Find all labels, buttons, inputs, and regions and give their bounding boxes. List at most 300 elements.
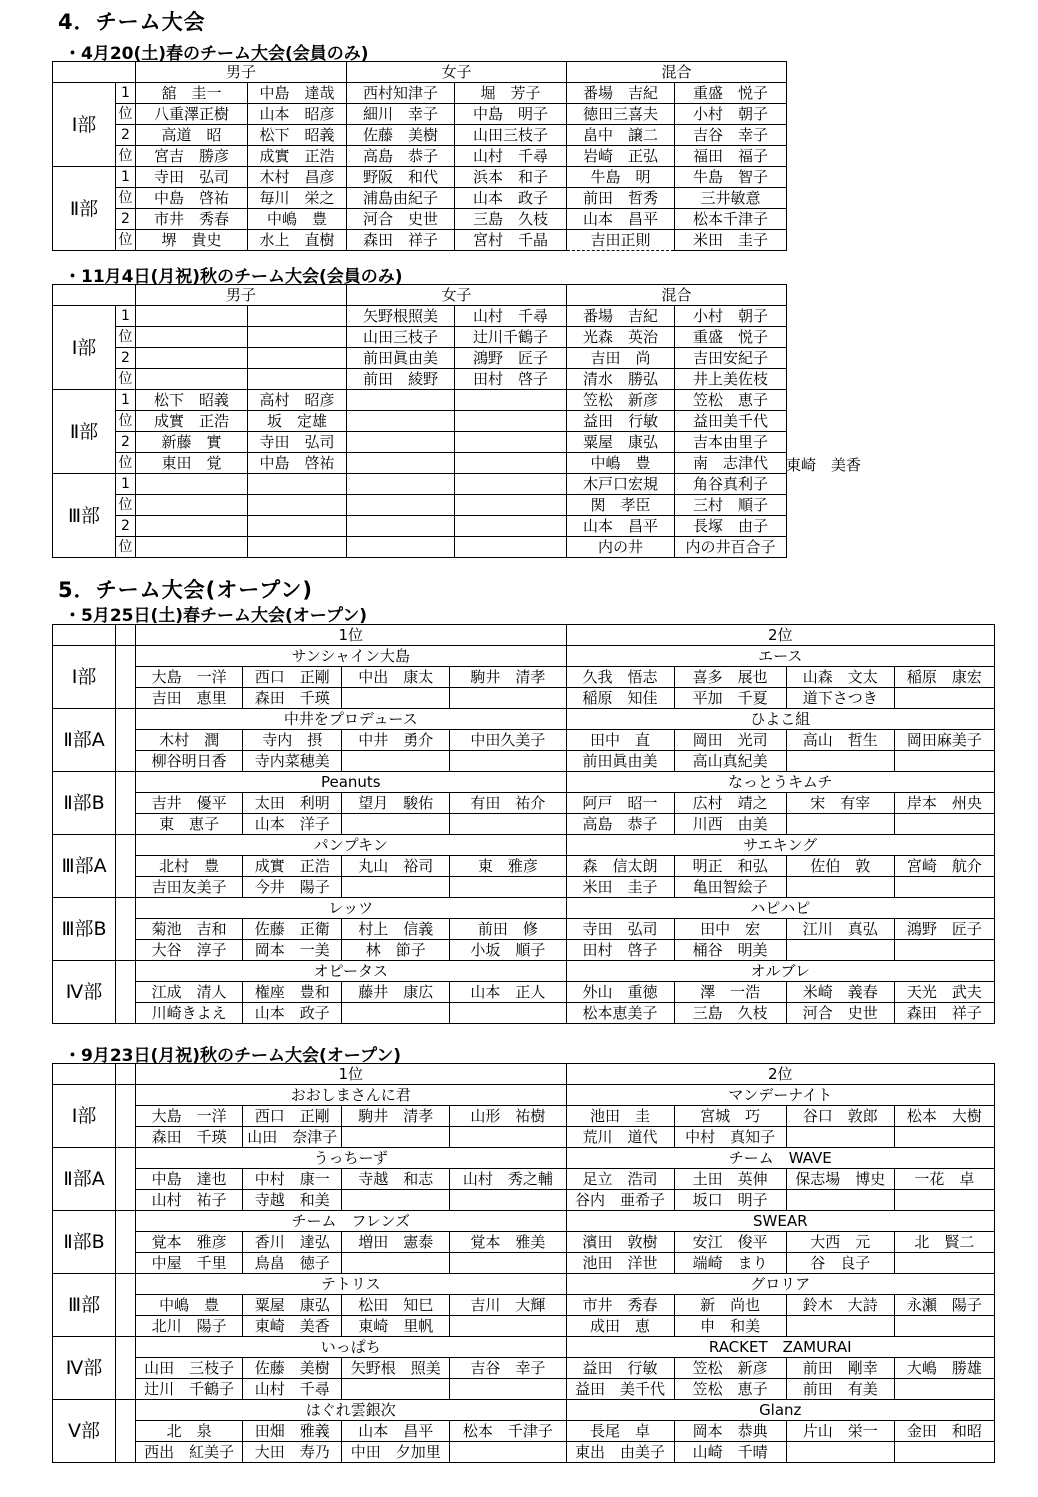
blank-cell: [116, 772, 136, 835]
member-cell: 森 信太朗: [566, 856, 674, 877]
member-row: [53, 982, 995, 1003]
team-name-second: グロリア: [566, 1274, 995, 1295]
member-cell: 村上 信義: [342, 919, 450, 940]
name-cell: 堺 貴史: [136, 230, 248, 251]
name-cell: 岩崎 正弘: [567, 146, 675, 167]
name-cell: 山本 昭彦: [248, 104, 347, 125]
rank-cell: 2: [116, 209, 136, 230]
member-cell: 亀田智絵子: [674, 877, 786, 898]
team-name-second: Glanz: [566, 1400, 995, 1421]
member-cell: 松本 大樹: [894, 1106, 994, 1127]
member-cell: 寺内菜穂美: [243, 751, 342, 772]
name-cell: 前田眞由美: [347, 348, 455, 369]
member-cell: [894, 751, 994, 772]
division-label: Ⅲ部A: [53, 835, 116, 898]
member-cell: 宮城 巧: [674, 1106, 786, 1127]
team-name-first: サンシャイン大島: [136, 646, 566, 667]
member-cell: 大谷 淳子: [136, 940, 243, 961]
member-cell: [894, 1127, 994, 1148]
name-cell: 山田三枝子: [455, 125, 567, 146]
name-cell: [248, 327, 347, 348]
member-cell: 岡本 一美: [243, 940, 342, 961]
member-cell: 矢野根 照美: [342, 1358, 450, 1379]
member-cell: 土田 英伸: [674, 1169, 786, 1190]
member-row: [53, 1358, 995, 1379]
member-cell: 高島 恭子: [566, 814, 674, 835]
member-cell: 喜多 展也: [674, 667, 786, 688]
member-cell: [450, 1127, 566, 1148]
member-cell: [786, 1442, 894, 1463]
rank-cell: 1: [116, 83, 136, 104]
member-cell: 駒井 清孝: [450, 667, 566, 688]
member-cell: 寺越 和志: [342, 1169, 450, 1190]
table-row: [53, 369, 787, 390]
member-cell: [450, 1442, 566, 1463]
member-cell: 成田 恵: [566, 1316, 674, 1337]
member-cell: 中屋 千里: [136, 1253, 243, 1274]
member-cell: 山村 秀之輔: [450, 1169, 566, 1190]
member-cell: [894, 1190, 994, 1211]
column-header: 男子: [136, 285, 347, 306]
member-row: [53, 1003, 995, 1024]
member-cell: 北村 豊: [136, 856, 243, 877]
name-cell: [455, 516, 567, 537]
name-cell: 重盛 悦子: [675, 327, 787, 348]
member-cell: 有田 祐介: [450, 793, 566, 814]
name-cell: [347, 390, 455, 411]
member-cell: 前田眞由美: [566, 751, 674, 772]
name-cell: 畠中 譲二: [567, 125, 675, 146]
name-cell: 山本 政子: [455, 188, 567, 209]
name-cell: 米田 圭子: [675, 230, 787, 251]
name-cell: 田村 啓子: [455, 369, 567, 390]
name-cell: [347, 495, 455, 516]
member-cell: 増田 憲泰: [342, 1232, 450, 1253]
member-row: [53, 1106, 995, 1127]
table-row: [53, 188, 787, 209]
corner-cell: [53, 62, 136, 83]
member-cell: [894, 814, 994, 835]
name-cell: 浦島由紀子: [347, 188, 455, 209]
corner-cell: [53, 285, 136, 306]
member-cell: 鈴木 大詩: [786, 1295, 894, 1316]
rank-cell: 位: [116, 453, 136, 474]
member-cell: 小坂 順子: [450, 940, 566, 961]
rank-cell: 位: [116, 146, 136, 167]
team-name-second: マンデーナイト: [566, 1085, 995, 1106]
column-header: 2位: [566, 1064, 995, 1085]
member-cell: 濱田 敦樹: [566, 1232, 674, 1253]
table-row: [53, 167, 787, 188]
member-cell: 望月 駿佑: [342, 793, 450, 814]
member-cell: [342, 877, 450, 898]
spring-member-subtitle: ・4月20(土)春のチーム大会(会員のみ): [64, 44, 369, 64]
name-cell: 三島 久枝: [455, 209, 567, 230]
name-cell: 舘 圭一: [136, 83, 248, 104]
team-name-second: サエキング: [566, 835, 995, 856]
member-cell: 山本 政子: [243, 1003, 342, 1024]
member-cell: 香川 達弘: [243, 1232, 342, 1253]
team-name-second: ハピハピ: [566, 898, 995, 919]
name-cell: 市井 秀春: [136, 209, 248, 230]
table-row: [53, 83, 787, 104]
autumn-member-table: [52, 284, 787, 558]
column-header: 1位: [136, 625, 566, 646]
member-cell: 一花 卓: [894, 1169, 994, 1190]
member-cell: 山崎 千晴: [674, 1442, 786, 1463]
name-cell: 松本千津子: [675, 209, 787, 230]
member-cell: 松本 千津子: [450, 1421, 566, 1442]
member-cell: 寺田 弘司: [566, 919, 674, 940]
rank-cell: 2: [116, 125, 136, 146]
member-cell: 稲原 康宏: [894, 667, 994, 688]
blank-cell: [116, 1085, 136, 1148]
division-label: Ⅲ部: [53, 474, 116, 558]
member-cell: 池田 圭: [566, 1106, 674, 1127]
column-header: 男子: [136, 62, 347, 83]
team-name-first: オピータス: [136, 961, 566, 982]
name-cell: 辻川千鶴子: [455, 327, 567, 348]
member-row: [53, 688, 995, 709]
name-cell: [347, 411, 455, 432]
name-cell: 毎川 栄之: [248, 188, 347, 209]
column-header: 1位: [136, 1064, 566, 1085]
division-label: Ⅱ部: [53, 390, 116, 474]
member-cell: 粟屋 康弘: [243, 1295, 342, 1316]
member-cell: [450, 688, 566, 709]
member-cell: 稲原 知佳: [566, 688, 674, 709]
member-cell: [894, 1253, 994, 1274]
name-cell: 宮村 千晶: [455, 230, 567, 251]
blank-cell: [116, 646, 136, 709]
rank-cell: 位: [116, 188, 136, 209]
rank-cell: 1: [116, 390, 136, 411]
member-cell: 大西 元: [786, 1232, 894, 1253]
division-label: Ⅲ部B: [53, 898, 116, 961]
member-cell: 田中 直: [566, 730, 674, 751]
name-cell: 中島 明子: [455, 104, 567, 125]
member-row: [53, 1190, 995, 1211]
name-cell: 南 志津代: [675, 453, 787, 474]
name-cell: 高島 恭子: [347, 146, 455, 167]
rank-cell: 2: [116, 432, 136, 453]
member-cell: 端崎 まり: [674, 1253, 786, 1274]
table-row: [53, 516, 787, 537]
member-cell: 覚本 雅美: [450, 1232, 566, 1253]
name-cell: 森田 祥子: [347, 230, 455, 251]
name-cell: 前田 哲秀: [567, 188, 675, 209]
column-header: 混合: [567, 62, 787, 83]
member-cell: 今井 陽子: [243, 877, 342, 898]
name-cell: 西村知津子: [347, 83, 455, 104]
member-cell: [342, 1190, 450, 1211]
column-header: 女子: [347, 62, 567, 83]
member-cell: 足立 浩司: [566, 1169, 674, 1190]
member-cell: 道下さつき: [786, 688, 894, 709]
rank-cell: 1: [116, 474, 136, 495]
name-cell: [248, 306, 347, 327]
member-cell: 東 雅彦: [450, 856, 566, 877]
name-cell: [248, 516, 347, 537]
member-cell: 大田 寿乃: [243, 1442, 342, 1463]
team-row: [53, 1400, 995, 1421]
name-cell: 徳田三喜夫: [567, 104, 675, 125]
member-row: [53, 751, 995, 772]
name-cell: 吉田正則: [567, 230, 675, 251]
name-cell: 光森 英治: [567, 327, 675, 348]
name-cell: 益田 行敏: [567, 411, 675, 432]
name-cell: [455, 411, 567, 432]
member-row: [53, 1295, 995, 1316]
team-name-second: オルブレ: [566, 961, 995, 982]
member-cell: 佐伯 敦: [786, 856, 894, 877]
blank-cell: [116, 709, 136, 772]
team-row: [53, 1211, 995, 1232]
member-cell: 覚本 雅彦: [136, 1232, 243, 1253]
name-cell: 中島 啓祐: [248, 453, 347, 474]
member-cell: 桶谷 明美: [674, 940, 786, 961]
name-cell: 寺田 弘司: [136, 167, 248, 188]
member-cell: 谷口 敦郎: [786, 1106, 894, 1127]
team-row: [53, 646, 995, 667]
member-cell: 明正 和弘: [674, 856, 786, 877]
name-cell: 高村 昭彦: [248, 390, 347, 411]
member-cell: 高山 哲生: [786, 730, 894, 751]
member-cell: 吉井 優平: [136, 793, 243, 814]
member-cell: 藤井 康広: [342, 982, 450, 1003]
member-cell: 笠松 恵子: [674, 1379, 786, 1400]
division-label: Ⅱ部A: [53, 709, 116, 772]
team-name-first: おおしまさんに君: [136, 1085, 566, 1106]
member-cell: [786, 751, 894, 772]
member-cell: [894, 940, 994, 961]
member-cell: 吉田 恵里: [136, 688, 243, 709]
name-cell: [347, 537, 455, 558]
team-name-second: なっとうキムチ: [566, 772, 995, 793]
name-cell: 中嶋 豊: [248, 209, 347, 230]
name-cell: 重盛 悦子: [675, 83, 787, 104]
name-cell: [455, 537, 567, 558]
name-cell: 小村 朝子: [675, 104, 787, 125]
member-cell: 平加 千夏: [674, 688, 786, 709]
division-label: Ⅳ部: [53, 961, 116, 1024]
member-row: [53, 793, 995, 814]
member-cell: [786, 940, 894, 961]
member-cell: 田中 宏: [674, 919, 786, 940]
member-cell: 北 泉: [136, 1421, 243, 1442]
member-cell: 大島 一洋: [136, 1106, 243, 1127]
blank-cell: [116, 1148, 136, 1211]
member-cell: 東 恵子: [136, 814, 243, 835]
member-cell: 田畑 雅義: [243, 1421, 342, 1442]
member-cell: 権座 豊和: [243, 982, 342, 1003]
team-name-second: SWEAR: [566, 1211, 995, 1232]
table-row: [53, 306, 787, 327]
team-row: [53, 1274, 995, 1295]
member-cell: 山本 洋子: [243, 814, 342, 835]
name-cell: 福田 福子: [675, 146, 787, 167]
member-cell: [786, 1316, 894, 1337]
member-cell: 河合 史世: [786, 1003, 894, 1024]
member-row: [53, 1379, 995, 1400]
team-name-second: RACKET ZAMURAI: [566, 1337, 995, 1358]
name-cell: 角谷真利子: [675, 474, 787, 495]
name-cell: 成實 正浩: [248, 146, 347, 167]
member-cell: 川崎きよえ: [136, 1003, 243, 1024]
table-row: [53, 411, 787, 432]
team-row: [53, 1085, 995, 1106]
name-cell: 寺田 弘司: [248, 432, 347, 453]
member-row: [53, 667, 995, 688]
name-cell: 吉田安紀子: [675, 348, 787, 369]
member-cell: 宮崎 航介: [894, 856, 994, 877]
blank-cell: [116, 835, 136, 898]
blank-cell: [116, 1211, 136, 1274]
team-row: [53, 898, 995, 919]
name-cell: 矢野根照美: [347, 306, 455, 327]
name-cell: 吉本由里子: [675, 432, 787, 453]
rank-cell: 位: [116, 495, 136, 516]
team-name-first: うっちーず: [136, 1148, 566, 1169]
member-cell: 山形 祐樹: [450, 1106, 566, 1127]
division-label: Ⅲ部: [53, 1274, 116, 1337]
name-cell: 河合 史世: [347, 209, 455, 230]
division-label: Ⅰ部: [53, 83, 116, 167]
table-row: [53, 209, 787, 230]
name-cell: [136, 495, 248, 516]
rank-cell: 1: [116, 306, 136, 327]
corner-cell: [53, 625, 116, 646]
name-cell: 浜本 和子: [455, 167, 567, 188]
member-cell: 岡本 恭典: [674, 1421, 786, 1442]
member-cell: 坂口 明子: [674, 1190, 786, 1211]
member-cell: 西口 正剛: [243, 1106, 342, 1127]
member-cell: 佐藤 正衛: [243, 919, 342, 940]
rank-cell: 位: [116, 411, 136, 432]
name-cell: 宮吉 勝彦: [136, 146, 248, 167]
column-header: 2位: [566, 625, 995, 646]
table-row: [53, 432, 787, 453]
member-cell: 中嶋 豊: [136, 1295, 243, 1316]
member-cell: 中出 康太: [342, 667, 450, 688]
member-cell: 西口 正剛: [243, 667, 342, 688]
member-cell: [342, 1379, 450, 1400]
name-cell: 長塚 由子: [675, 516, 787, 537]
member-cell: 田村 啓子: [566, 940, 674, 961]
name-cell: 粟屋 康弘: [567, 432, 675, 453]
spring-open-table: [52, 624, 995, 1024]
member-cell: 広村 靖之: [674, 793, 786, 814]
name-cell: 成實 正浩: [136, 411, 248, 432]
name-cell: 新藤 實: [136, 432, 248, 453]
member-row: [53, 1442, 995, 1463]
division-label: Ⅰ部: [53, 306, 116, 390]
name-cell: 東田 覚: [136, 453, 248, 474]
member-cell: 岡田麻美子: [894, 730, 994, 751]
member-cell: 益田 行敏: [566, 1358, 674, 1379]
team-name-first: レッツ: [136, 898, 566, 919]
name-cell: 三村 順子: [675, 495, 787, 516]
member-cell: [786, 814, 894, 835]
name-cell: 牛島 明: [567, 167, 675, 188]
member-cell: 中島 達也: [136, 1169, 243, 1190]
member-cell: 中村 康一: [243, 1169, 342, 1190]
name-cell: 山村 千尋: [455, 306, 567, 327]
member-cell: 山村 祐子: [136, 1190, 243, 1211]
spring-open-subtitle: ・5月25日(土)春チーム大会(オープン): [64, 606, 368, 626]
name-cell: [136, 516, 248, 537]
member-row: [53, 1253, 995, 1274]
name-cell: [248, 369, 347, 390]
member-cell: 阿戸 昭一: [566, 793, 674, 814]
member-cell: 澤 一浩: [674, 982, 786, 1003]
table-row: [53, 474, 787, 495]
name-cell: 八重澤正樹: [136, 104, 248, 125]
team-row: [53, 1148, 995, 1169]
member-cell: 森田 祥子: [894, 1003, 994, 1024]
member-cell: 菊池 吉和: [136, 919, 243, 940]
member-cell: [342, 1003, 450, 1024]
member-cell: 荒川 道代: [566, 1127, 674, 1148]
team-name-second: チーム WAVE: [566, 1148, 995, 1169]
member-cell: 山田 三枝子: [136, 1358, 243, 1379]
name-cell: [455, 453, 567, 474]
member-cell: 吉川 大輝: [450, 1295, 566, 1316]
rank-cell: 2: [116, 348, 136, 369]
section4-title: 4．チーム大会: [58, 10, 206, 34]
name-cell: 牛島 智子: [675, 167, 787, 188]
member-cell: 山田 奈津子: [243, 1127, 342, 1148]
member-row: [53, 940, 995, 961]
member-row: [53, 1127, 995, 1148]
division-label: Ⅱ部: [53, 167, 116, 251]
member-cell: 松本恵美子: [566, 1003, 674, 1024]
autumn-member-subtitle: ・11月4日(月祝)秋のチーム大会(会員のみ): [64, 267, 403, 287]
member-row: [53, 1421, 995, 1442]
name-cell: 水上 直樹: [248, 230, 347, 251]
name-cell: [136, 474, 248, 495]
member-row: [53, 877, 995, 898]
autumn-open-subtitle: ・9月23日(月祝)秋のチーム大会(オープン): [64, 1046, 402, 1066]
member-cell: 吉田友美子: [136, 877, 243, 898]
name-cell: [347, 474, 455, 495]
member-cell: [894, 688, 994, 709]
member-cell: 川西 由美: [674, 814, 786, 835]
member-cell: 前田 有美: [786, 1379, 894, 1400]
team-row: [53, 961, 995, 982]
member-cell: [894, 1442, 994, 1463]
name-cell: 堀 芳子: [455, 83, 567, 104]
name-cell: [248, 495, 347, 516]
team-row: [53, 1337, 995, 1358]
member-row: [53, 1316, 995, 1337]
name-cell: [248, 537, 347, 558]
column-header: 混合: [567, 285, 787, 306]
member-cell: 永瀬 陽子: [894, 1295, 994, 1316]
table-row: [53, 453, 787, 474]
member-cell: 谷内 亜希子: [566, 1190, 674, 1211]
team-row: [53, 772, 995, 793]
member-row: [53, 856, 995, 877]
team-name-second: ひよこ組: [566, 709, 995, 730]
team-name-first: はぐれ雲銀次: [136, 1400, 566, 1421]
member-cell: 寺越 和美: [243, 1190, 342, 1211]
name-cell: 内の井: [567, 537, 675, 558]
member-cell: 寺内 摂: [243, 730, 342, 751]
name-cell: 山村 千尋: [455, 146, 567, 167]
table-row: [53, 146, 787, 167]
member-cell: 山村 千尋: [243, 1379, 342, 1400]
